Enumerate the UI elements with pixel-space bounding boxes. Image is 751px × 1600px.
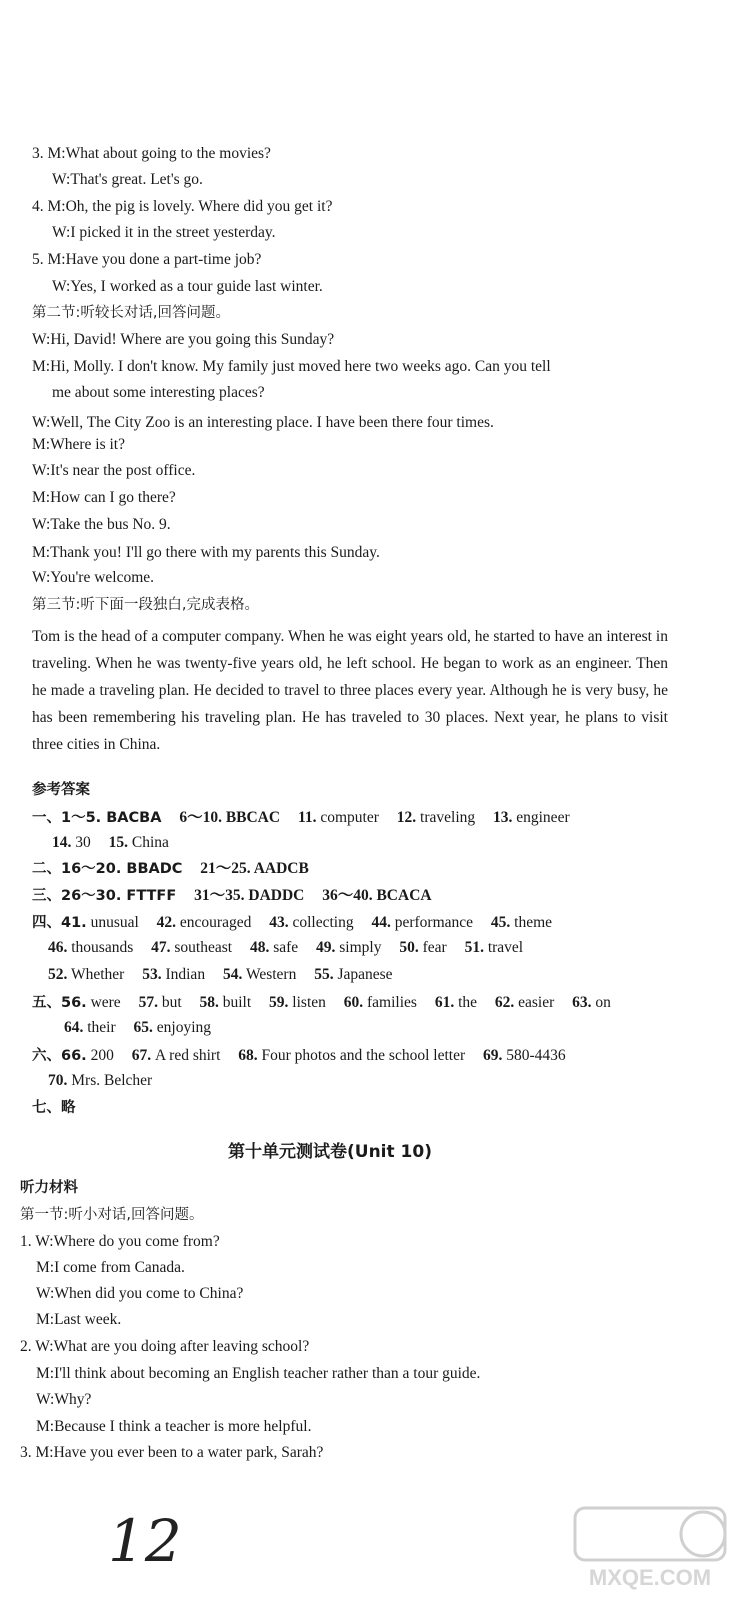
dialog-line: M:I come from Canada. (36, 1259, 185, 1276)
dialog-line: 2. W:What are you doing after leaving school? (20, 1338, 310, 1355)
answer-row: 52. Whether 53. Indian 54. Western 55. Japanese (48, 966, 393, 983)
answer-row: 64. their 65. enjoying (64, 1019, 212, 1036)
watermark-text: MXQE.COM (588, 1565, 712, 1590)
section-heading: 第三节:听下面一段独白,完成表格。 (32, 597, 259, 613)
page-number: 12 (108, 1507, 182, 1575)
monologue-paragraph: Tom is the head of a computer company. When he was eight years old, he started to have an interest in traveling. When he was twenty-five years old, he left school. He began to work as an engineer. Then he made a traveling plan. He decided to travel to three places every year. Although he is very busy, he has been remembering his traveling plan. He has traveled to 30 places. Next year, he plans to visit three cities in China. (32, 628, 668, 753)
dialog-line: M:Last week. (36, 1311, 122, 1328)
dialog-line: M:I'll think about becoming an English teacher rather than a tour guide. (36, 1365, 481, 1382)
answer-row: 二、16～20. BBADC 21～25. AADCB (32, 860, 309, 877)
answer-row: 五、56. were 57. but 58. built 59. listen 60. families 61. the 62. easier 63. on (32, 994, 611, 1011)
dialog-line: M:Thank you! I'll go there with my parents this Sunday. (32, 544, 380, 561)
dialog-line: M:Where is it? (32, 436, 125, 453)
dialog-line: 3. M:What about going to the movies? (32, 145, 271, 162)
dialog-line: W:Take the bus No. 9. (32, 516, 171, 533)
section-heading: 第一节:听小对话,回答问题。 (20, 1207, 204, 1223)
dialog-line: me about some interesting places? (52, 384, 265, 401)
dialog-line: M:Hi, Molly. I don't know. My family just moved here two weeks ago. Can you tell (32, 358, 551, 375)
dialog-line: W:Well, The City Zoo is an interesting place. I have been there four times. (32, 414, 494, 431)
dialog-line: W:When did you come to China? (36, 1285, 244, 1302)
answers-heading: 参考答案 (32, 782, 90, 798)
dialog-line: W:Yes, I worked as a tour guide last winter. (52, 278, 323, 295)
answer-row: 三、26～30. FTTFF 31～35. DADDC 36～40. BCACA (32, 887, 432, 904)
answer-row: 一、1～5. BACBA 6～10. BBCAC 11. computer 12. traveling 13. engineer (32, 809, 570, 826)
answer-row: 四、41. unusual 42. encouraged 43. collecting 44. performance 45. theme (32, 914, 553, 931)
page-title: 第十单元测试卷(Unit 10) (228, 1142, 432, 1162)
listening-heading: 听力材料 (20, 1180, 78, 1196)
answer-row: 七、略 (32, 1100, 76, 1116)
dialog-line: 4. M:Oh, the pig is lovely. Where did you get it? (32, 198, 333, 215)
answer-row: 14. 30 15. China (52, 834, 169, 851)
answer-row: 46. thousands 47. southeast 48. safe 49. simply 50. fear 51. travel (48, 939, 524, 956)
dialog-line: 3. M:Have you ever been to a water park, Sarah? (20, 1444, 324, 1461)
section-heading: 第二节:听较长对话,回答问题。 (32, 305, 230, 321)
dialog-line: 5. M:Have you done a part-time job? (32, 251, 262, 268)
dialog-line: W:You're welcome. (32, 569, 155, 586)
answer-row: 70. Mrs. Belcher (48, 1072, 153, 1089)
dialog-line: W:It's near the post office. (32, 462, 196, 479)
dialog-line: W:I picked it in the street yesterday. (52, 224, 276, 241)
dialog-line: W:Hi, David! Where are you going this Sunday? (32, 331, 335, 348)
answer-row: 六、66. 200 67. A red shirt 68. Four photos and the school letter 69. 580-4436 (32, 1047, 566, 1064)
dialog-line: W:Why? (36, 1391, 92, 1408)
watermark-logo (555, 1500, 745, 1595)
dialog-line: M:Because I think a teacher is more helpful. (36, 1418, 312, 1435)
dialog-line: W:That's great. Let's go. (52, 171, 203, 188)
dialog-line: 1. W:Where do you come from? (20, 1233, 220, 1250)
dialog-line: M:How can I go there? (32, 489, 176, 506)
